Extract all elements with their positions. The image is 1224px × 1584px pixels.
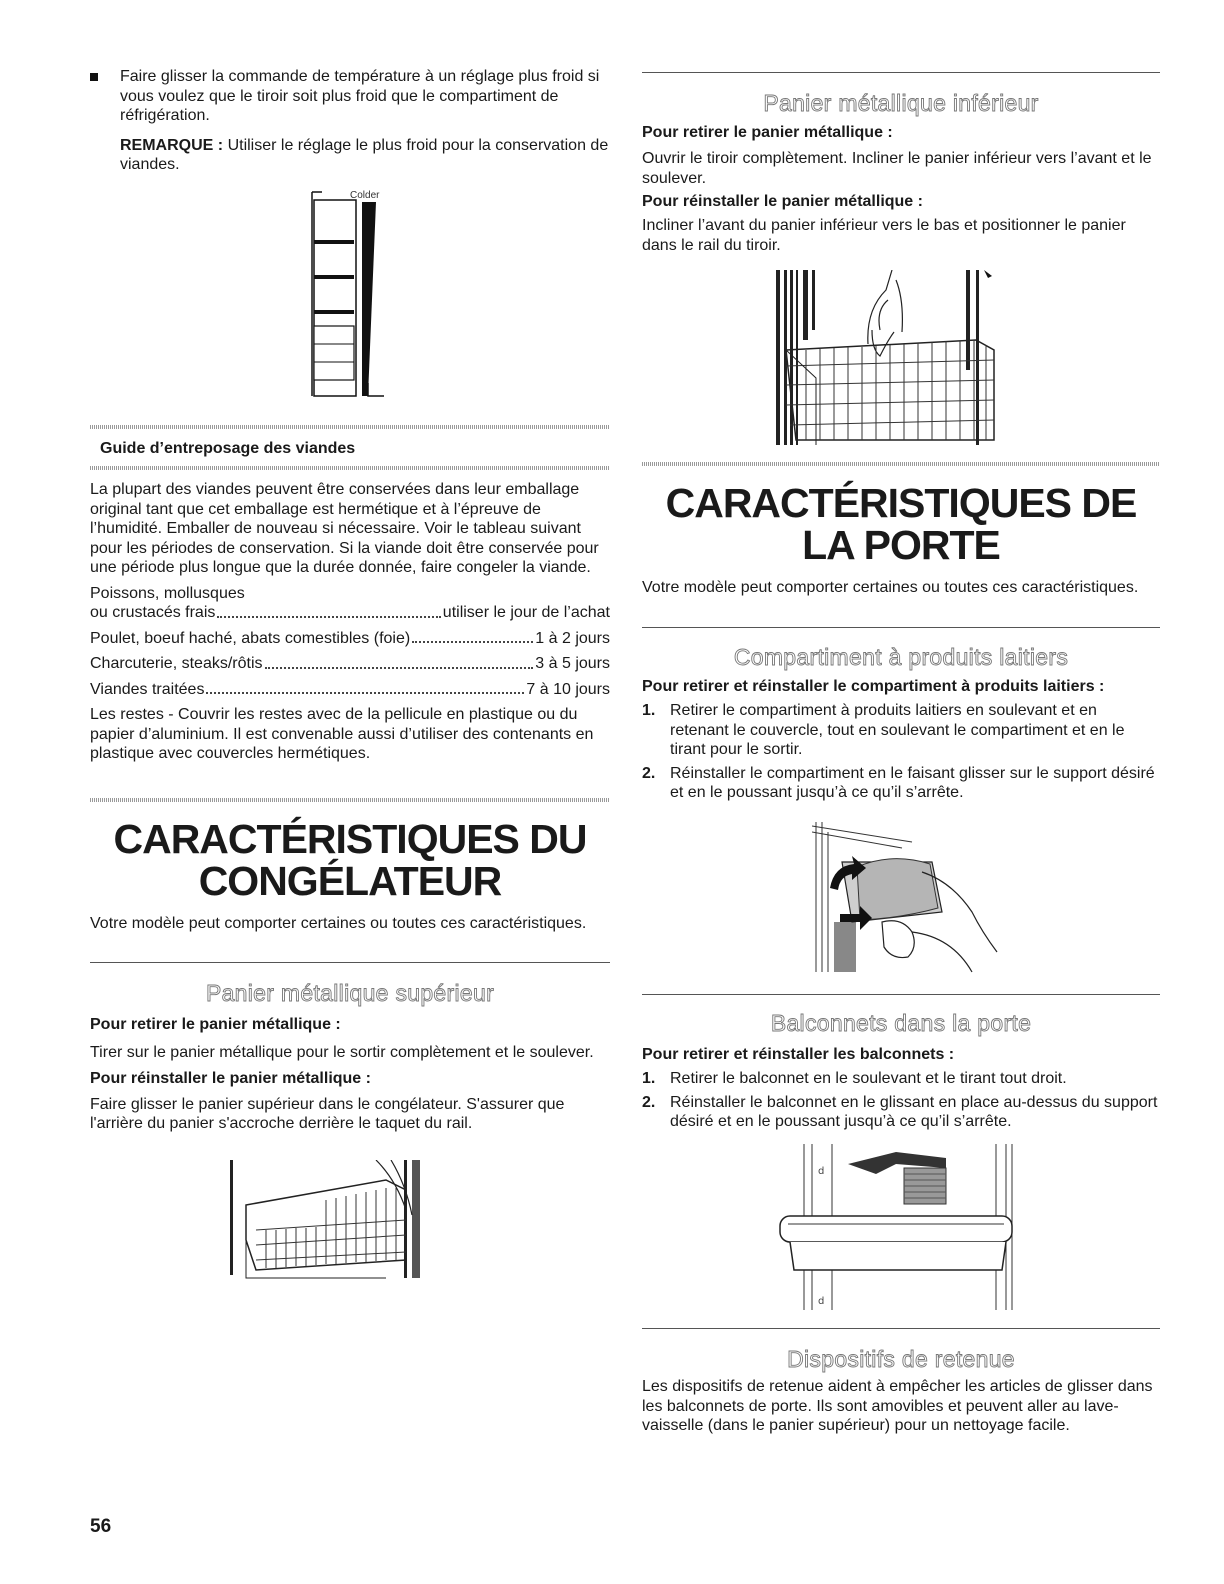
hatch-rule (642, 462, 1160, 466)
table-row-label-line1: Poissons, mollusques (90, 584, 245, 602)
bullet-text: Faire glisser la commande de température à un réglage plus froid si vous voulez que le tiroir soit plus froid que le compartiment de réfrigération. (120, 68, 600, 124)
bins-title: Balconnets dans la porte (770, 1010, 1032, 1036)
freezer-title-line1: CARACTÉRISTIQUES DU (113, 816, 587, 862)
slider-colder-label: Colder (350, 190, 380, 201)
freezer-intro: Votre modèle peut comporter certaines ou toutes ces caractéristiques. (90, 915, 587, 932)
list-item: 1. Retirer le balconnet en le soulevant et le tirant tout droit. (642, 1070, 1067, 1087)
bins-steps (642, 1069, 1160, 1132)
guide-section (90, 480, 610, 764)
door-bin-illustration (776, 1144, 1018, 1312)
retainers-text: Les dispositifs de retenue aident à empêcher les articles de glisser dans les balconnets de porte. Ils sont amovibles et peuvent aller au lave-vaisselle (dans le panier supérieur) pour un nettoyage facile. (642, 1378, 1153, 1434)
table-row: ou crustacés frais utiliser le jour de l’achat (90, 604, 610, 621)
lower-basket-title: Panier métallique inférieur (763, 90, 1039, 116)
hatch-rule (90, 798, 610, 802)
upper-basket-illustration (226, 1160, 426, 1280)
remove-text: Tirer sur le panier métallique pour le sortir complètement et le soulever. (90, 1044, 594, 1061)
svg-text:d: d (818, 1296, 825, 1307)
lower-basket-illustration (776, 270, 1004, 448)
section-rule (642, 72, 1160, 73)
table-row: Poulet, boeuf haché, abats comestibles (foie) 1 à 2 jours (90, 629, 610, 647)
retainers-section (642, 1346, 1160, 1436)
reinstall-label: Pour réinstaller le panier métallique : (90, 1069, 371, 1087)
door-intro: Votre modèle peut comporter certaines ou toutes ces caractéristiques. (642, 579, 1139, 596)
remarque-label: REMARQUE : (120, 136, 224, 154)
dairy-label: Pour retirer et réinstaller le compartiment à produits laitiers : (642, 678, 1105, 695)
freezer-title-line2: CONGÉLATEUR (198, 858, 502, 904)
list-item: 2. Réinstaller le compartiment en le faisant glisser sur le support désiré et en le poussant jusqu’à ce qu’il s’arrête. (642, 764, 1155, 801)
leftovers-text: Les restes - Couvrir les restes avec de la pellicule en plastique ou du papier d’aluminium. Il est convenable aussi d’utiliser des contenants en plastique avec couvercles hermétiques. (90, 706, 594, 762)
bins-label: Pour retirer et réinstaller les balconnets : (642, 1046, 955, 1063)
door-bins-section (642, 1010, 1160, 1132)
dairy-section (642, 644, 1160, 803)
section-rule (90, 962, 610, 963)
dairy-title: Compartiment à produits laitiers (733, 644, 1069, 670)
door-title-line2: LA PORTE (802, 522, 1000, 568)
hatch-rule (90, 425, 610, 429)
freezer-features-heading (90, 818, 610, 902)
retainers-title: Dispositifs de retenue (787, 1346, 1015, 1372)
hatch-rule (90, 466, 610, 470)
table-row: Charcuterie, steaks/rôtis 3 à 5 jours (90, 655, 610, 672)
upper-basket-section (90, 980, 610, 1134)
bullet-item (90, 67, 610, 175)
section-rule (642, 994, 1160, 995)
table-row: Viandes traitées 7 à 10 jours (90, 680, 610, 698)
remarque-text: Utiliser le réglage le plus froid pour la conservation de viandes. (120, 136, 609, 173)
remove-label: Pour retirer le panier métallique : (90, 1016, 341, 1033)
svg-text:d: d (818, 1166, 825, 1177)
guide-title: Guide d’entreposage des viandes (100, 440, 356, 457)
remove-label: Pour retirer le panier métallique : (642, 124, 893, 141)
lower-basket-section (642, 90, 1160, 255)
page-number: 56 (90, 1516, 112, 1537)
remove-text: Ouvrir le tiroir complètement. Incliner le panier inférieur vers l’avant et le soulever. (642, 150, 1152, 187)
reinstall-label: Pour réinstaller le panier métallique : (642, 193, 923, 210)
section-rule (642, 1328, 1160, 1329)
dairy-steps (642, 701, 1160, 803)
list-item: 1. Retirer le compartiment à produits laitiers en soulevant et en retenant le couvercle, tout en soulevant le compartiment et en le tirant pour le sortir. (642, 702, 1125, 758)
dairy-compartment-illustration (812, 822, 1002, 974)
door-features-heading (642, 482, 1160, 566)
list-item: 2. Réinstaller le balconnet en le glissant en place au-dessus du support désiré et en le poussant jusqu’à ce qu’il s’arrête. (642, 1093, 1158, 1130)
reinstall-text: Incliner l’avant du panier inférieur vers le bas et positionner le panier dans le rail du tiroir. (642, 217, 1126, 254)
upper-basket-title: Panier métallique supérieur (205, 980, 495, 1006)
temperature-slider-illustration (300, 186, 410, 406)
door-title-line1: CARACTÉRISTIQUES DE (665, 480, 1137, 526)
guide-intro: La plupart des viandes peuvent être conservées dans leur emballage original tant que cet emballage est hermétique et à l’épreuve de l’humidité. Emballer de nouveau si nécessaire. Voir le tableau suivant pour les périodes de conservation. Si la viande doit être conservée pour une période plus longue que la durée donnée, faire congeler la viande. (90, 481, 599, 576)
remarque (120, 136, 610, 175)
bullet-square-icon (90, 73, 98, 81)
section-rule (642, 627, 1160, 628)
reinstall-text: Faire glisser le panier supérieur dans le congélateur. S'assurer que l'arrière du panier s'accroche derrière le taquet du rail. (90, 1095, 565, 1132)
